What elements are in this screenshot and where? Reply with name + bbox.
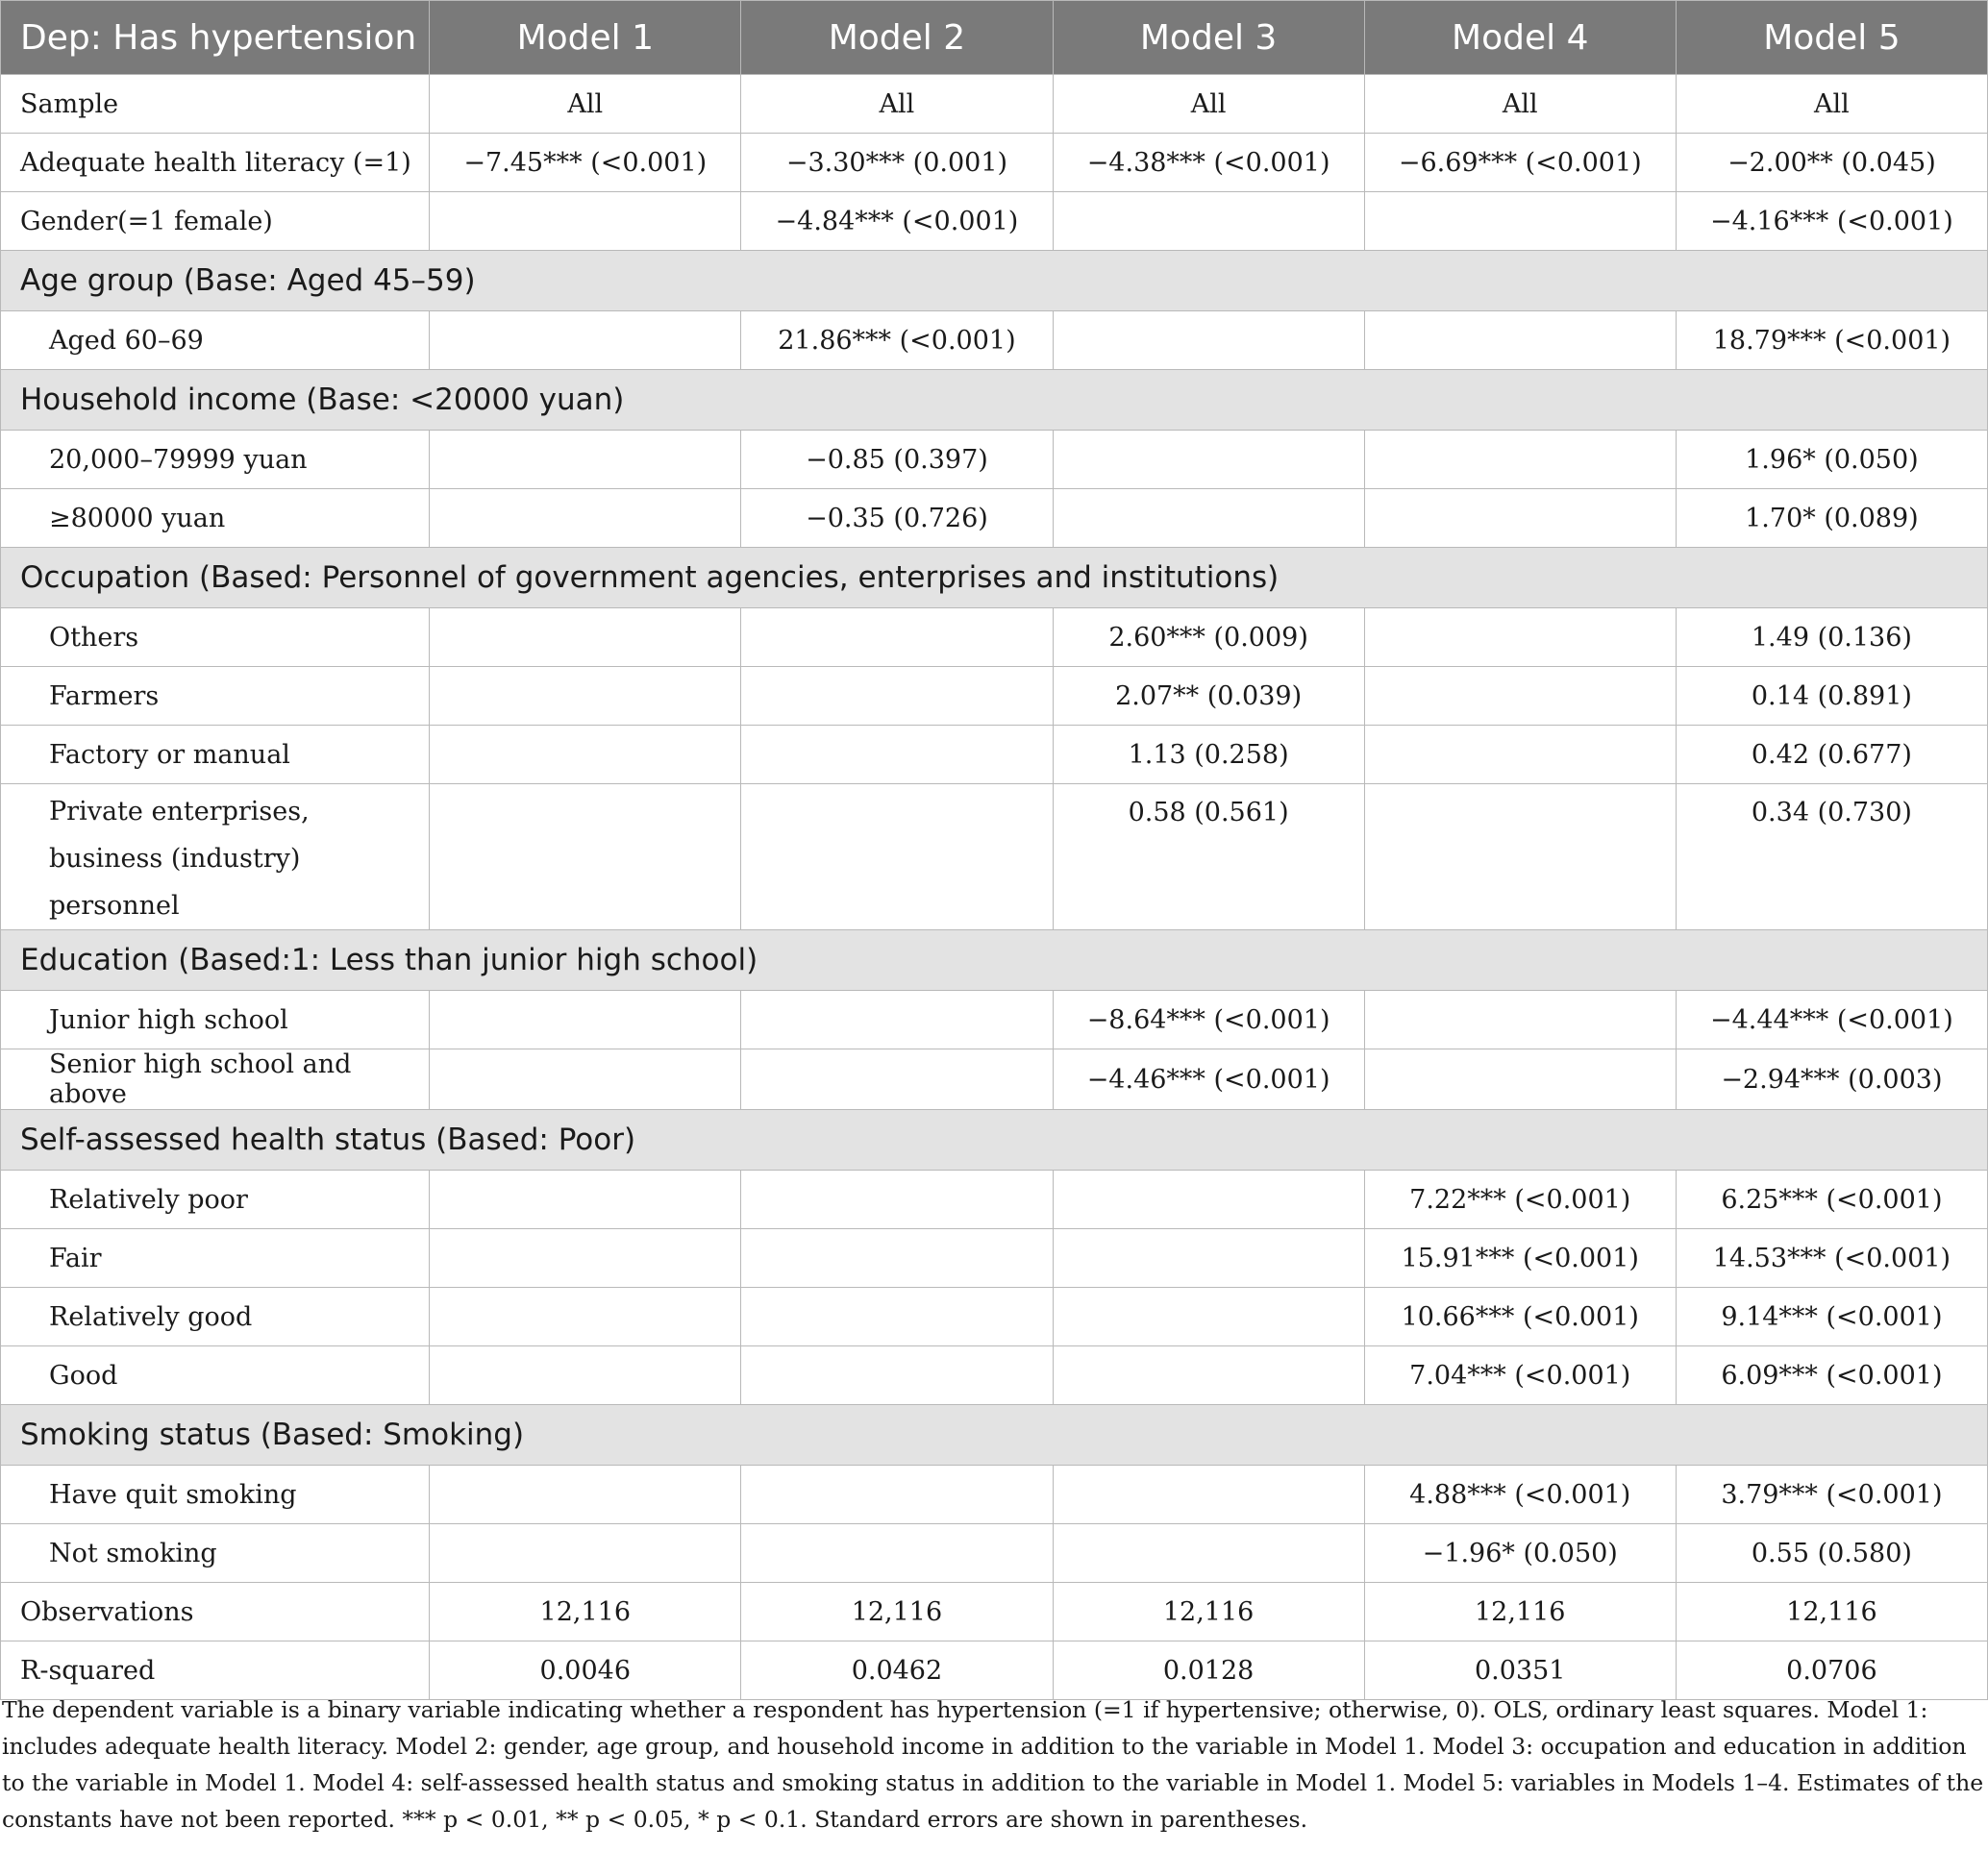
model-2-cell: −0.85 (0.397) <box>741 431 1053 489</box>
model-4-cell: 15.91*** (<0.001) <box>1364 1229 1676 1288</box>
model-5-cell: −2.00** (0.045) <box>1676 134 1987 192</box>
model-3-cell: 0.58 (0.561) <box>1053 784 1364 930</box>
model-5-cell: 9.14*** (<0.001) <box>1676 1288 1987 1346</box>
model-2-header: Model 2 <box>741 1 1053 75</box>
model-2-cell <box>741 1049 1053 1110</box>
model-4-cell <box>1364 784 1676 930</box>
model-2-cell: All <box>741 75 1053 134</box>
model-2-cell <box>741 1288 1053 1346</box>
model-2-cell <box>741 784 1053 930</box>
row-label: Have quit smoking <box>1 1466 430 1524</box>
table-row <box>1 431 1988 489</box>
table-row <box>1 311 1988 370</box>
model-1-cell: 0.0046 <box>430 1641 741 1700</box>
section-label: Smoking status (Based: Smoking) <box>1 1405 1988 1466</box>
row-label: Junior high school <box>1 991 430 1049</box>
row-label: Observations <box>1 1583 430 1641</box>
section-header-row <box>1 548 1988 608</box>
table-row <box>1 489 1988 548</box>
table-header-row <box>1 1 1988 75</box>
row-label: Adequate health literacy (=1) <box>1 134 430 192</box>
table-row <box>1 991 1988 1049</box>
model-2-cell <box>741 1466 1053 1524</box>
model-4-cell <box>1364 431 1676 489</box>
model-3-cell: 2.07** (0.039) <box>1053 667 1364 726</box>
table-row <box>1 1466 1988 1524</box>
model-4-cell: −6.69*** (<0.001) <box>1364 134 1676 192</box>
table-row <box>1 1346 1988 1405</box>
model-5-cell: 12,116 <box>1676 1583 1987 1641</box>
model-1-cell <box>430 431 741 489</box>
model-2-cell <box>741 726 1053 784</box>
model-5-cell: −4.16*** (<0.001) <box>1676 192 1987 251</box>
row-label: Aged 60–69 <box>1 311 430 370</box>
model-3-cell <box>1053 1229 1364 1288</box>
model-3-cell: 1.13 (0.258) <box>1053 726 1364 784</box>
row-label: Others <box>1 608 430 667</box>
model-3-cell <box>1053 1171 1364 1229</box>
table-row <box>1 1049 1988 1110</box>
table-row <box>1 134 1988 192</box>
model-5-cell: 6.09*** (<0.001) <box>1676 1346 1987 1405</box>
model-5-cell: 0.14 (0.891) <box>1676 667 1987 726</box>
section-header-row <box>1 1405 1988 1466</box>
table-row <box>1 1583 1988 1641</box>
model-1-cell: 12,116 <box>430 1583 741 1641</box>
model-4-cell: All <box>1364 75 1676 134</box>
section-label: Age group (Base: Aged 45–59) <box>1 251 1988 311</box>
model-4-cell <box>1364 608 1676 667</box>
model-4-cell <box>1364 192 1676 251</box>
model-1-cell <box>430 1049 741 1110</box>
model-3-cell <box>1053 1346 1364 1405</box>
table-row <box>1 75 1988 134</box>
table-row <box>1 784 1988 930</box>
row-label: Sample <box>1 75 430 134</box>
model-1-header: Model 1 <box>430 1 741 75</box>
model-3-cell: 2.60*** (0.009) <box>1053 608 1364 667</box>
model-3-cell <box>1053 431 1364 489</box>
model-1-cell <box>430 726 741 784</box>
model-5-cell: All <box>1676 75 1987 134</box>
table-row <box>1 667 1988 726</box>
model-4-cell: 0.0351 <box>1364 1641 1676 1700</box>
row-label: Farmers <box>1 667 430 726</box>
model-2-cell <box>741 991 1053 1049</box>
model-4-header: Model 4 <box>1364 1 1676 75</box>
model-1-cell <box>430 489 741 548</box>
model-5-cell: 0.34 (0.730) <box>1676 784 1987 930</box>
model-3-cell <box>1053 192 1364 251</box>
model-4-cell: 10.66*** (<0.001) <box>1364 1288 1676 1346</box>
section-label: Household income (Base: <20000 yuan) <box>1 370 1988 431</box>
model-4-cell <box>1364 489 1676 548</box>
model-1-cell: −7.45*** (<0.001) <box>430 134 741 192</box>
table-row <box>1 1288 1988 1346</box>
model-3-cell <box>1053 489 1364 548</box>
section-label: Education (Based:1: Less than junior high school) <box>1 930 1988 991</box>
model-2-cell: −4.84*** (<0.001) <box>741 192 1053 251</box>
row-label: Relatively poor <box>1 1171 430 1229</box>
model-3-header: Model 3 <box>1053 1 1364 75</box>
model-5-cell: 18.79*** (<0.001) <box>1676 311 1987 370</box>
model-2-cell: −3.30*** (0.001) <box>741 134 1053 192</box>
model-3-cell <box>1053 1524 1364 1583</box>
model-2-cell <box>741 1171 1053 1229</box>
table-row <box>1 1524 1988 1583</box>
model-1-cell <box>430 784 741 930</box>
model-3-cell: −4.46*** (<0.001) <box>1053 1049 1364 1110</box>
model-4-cell: 12,116 <box>1364 1583 1676 1641</box>
model-5-cell: 14.53*** (<0.001) <box>1676 1229 1987 1288</box>
model-1-cell: All <box>430 75 741 134</box>
model-5-cell: 6.25*** (<0.001) <box>1676 1171 1987 1229</box>
section-header-row <box>1 1110 1988 1171</box>
section-header-row <box>1 370 1988 431</box>
row-label: R-squared <box>1 1641 430 1700</box>
model-5-cell: 1.96* (0.050) <box>1676 431 1987 489</box>
row-label: 20,000–79999 yuan <box>1 431 430 489</box>
section-label: Self-assessed health status (Based: Poor) <box>1 1110 1988 1171</box>
model-5-cell: 0.55 (0.580) <box>1676 1524 1987 1583</box>
model-4-cell <box>1364 991 1676 1049</box>
model-5-cell: 0.42 (0.677) <box>1676 726 1987 784</box>
model-4-cell: 7.04*** (<0.001) <box>1364 1346 1676 1405</box>
row-label: Factory or manual <box>1 726 430 784</box>
model-2-cell <box>741 667 1053 726</box>
row-label: Gender(=1 female) <box>1 192 430 251</box>
model-1-cell <box>430 1346 741 1405</box>
model-5-cell: 0.0706 <box>1676 1641 1987 1700</box>
table-row <box>1 1171 1988 1229</box>
model-1-cell <box>430 608 741 667</box>
table-body <box>1 75 1988 1700</box>
model-2-cell: 21.86*** (<0.001) <box>741 311 1053 370</box>
row-label: Senior high school and above <box>1 1049 430 1110</box>
model-4-cell: −1.96* (0.050) <box>1364 1524 1676 1583</box>
section-header-row <box>1 930 1988 991</box>
model-1-cell <box>430 1229 741 1288</box>
table-row <box>1 608 1988 667</box>
model-1-cell <box>430 991 741 1049</box>
row-label: Relatively good <box>1 1288 430 1346</box>
model-2-cell: 0.0462 <box>741 1641 1053 1700</box>
model-4-cell <box>1364 1049 1676 1110</box>
model-4-cell <box>1364 667 1676 726</box>
model-5-cell: 3.79*** (<0.001) <box>1676 1466 1987 1524</box>
model-5-cell: 1.70* (0.089) <box>1676 489 1987 548</box>
model-3-cell: 12,116 <box>1053 1583 1364 1641</box>
table-footnote: The dependent variable is a binary variable indicating whether a respondent has hypertension (=1 if hypertensive; otherwise, 0). OLS, ordinary least squares. Model 1: includes adequate health literacy. Model 2: gender, age group, and household income in addition to the variable in Model 1. Model 3: occupation and education in addition to the variable in Model 1. Model 4: self-assessed health status and smoking status in addition to the variable in Model 1. Model 5: variables in Models 1–4. Estimates of the constants have not been reported. *** p < 0.01, ** p < 0.05, * p < 0.1. Standard errors are shown in parentheses. <box>2 1696 1984 1833</box>
model-3-cell: All <box>1053 75 1364 134</box>
row-label: ≥80000 yuan <box>1 489 430 548</box>
model-1-cell <box>430 667 741 726</box>
model-3-cell <box>1053 311 1364 370</box>
model-1-cell <box>430 311 741 370</box>
model-3-cell: 0.0128 <box>1053 1641 1364 1700</box>
row-label: Not smoking <box>1 1524 430 1583</box>
model-1-cell <box>430 1171 741 1229</box>
table-row <box>1 192 1988 251</box>
model-2-cell <box>741 608 1053 667</box>
model-1-cell <box>430 1288 741 1346</box>
model-1-cell <box>430 192 741 251</box>
model-2-cell <box>741 1524 1053 1583</box>
model-3-cell: −8.64*** (<0.001) <box>1053 991 1364 1049</box>
model-3-cell: −4.38*** (<0.001) <box>1053 134 1364 192</box>
table-row <box>1 726 1988 784</box>
model-2-cell: −0.35 (0.726) <box>741 489 1053 548</box>
model-4-cell <box>1364 726 1676 784</box>
row-label: Private enterprises, business (industry) personnel <box>1 784 430 930</box>
model-1-cell <box>430 1466 741 1524</box>
dependent-variable-header: Dep: Has hypertension <box>1 1 430 75</box>
model-4-cell <box>1364 311 1676 370</box>
model-5-cell: −4.44*** (<0.001) <box>1676 991 1987 1049</box>
model-2-cell: 12,116 <box>741 1583 1053 1641</box>
model-2-cell <box>741 1229 1053 1288</box>
model-5-cell: −2.94*** (0.003) <box>1676 1049 1987 1110</box>
model-4-cell: 4.88*** (<0.001) <box>1364 1466 1676 1524</box>
model-3-cell <box>1053 1466 1364 1524</box>
model-5-cell: 1.49 (0.136) <box>1676 608 1987 667</box>
section-header-row <box>1 251 1988 311</box>
table-row <box>1 1229 1988 1288</box>
model-3-cell <box>1053 1288 1364 1346</box>
model-2-cell <box>741 1346 1053 1405</box>
model-4-cell: 7.22*** (<0.001) <box>1364 1171 1676 1229</box>
row-label: Fair <box>1 1229 430 1288</box>
model-5-header: Model 5 <box>1676 1 1987 75</box>
model-1-cell <box>430 1524 741 1583</box>
row-label: Good <box>1 1346 430 1405</box>
section-label: Occupation (Based: Personnel of government agencies, enterprises and institutions) <box>1 548 1988 608</box>
